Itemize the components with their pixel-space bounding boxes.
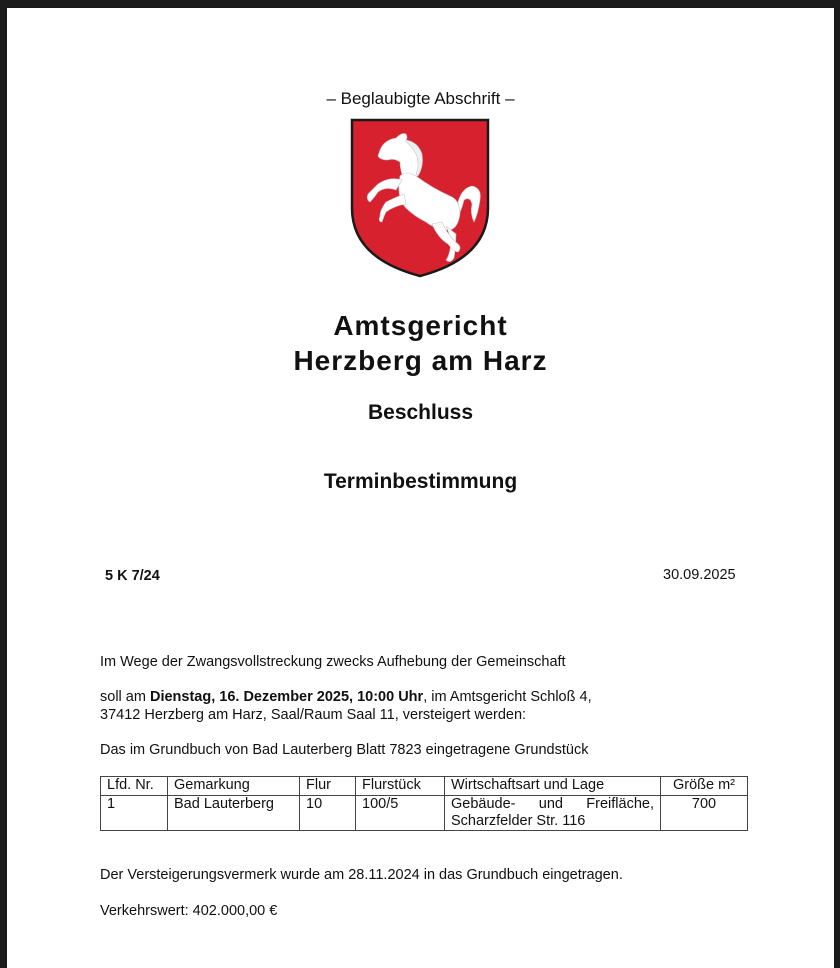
property-table	[100, 776, 748, 831]
lage-word-2: und	[538, 796, 563, 812]
lage-word-1: Gebäude-	[451, 796, 516, 812]
court-name-line1: Amtsgericht	[333, 310, 508, 341]
land-register-paragraph: Das im Grundbuch von Bad Lauterberg Blatt 7823 eingetragene Grundstück	[100, 742, 589, 758]
auction-note-paragraph: Der Versteigerungsvermerk wurde am 28.11.2024 in das Grundbuch eingetragen.	[100, 867, 623, 883]
appointment-datetime: Dienstag, 16. Dezember 2025, 10:00 Uhr	[149, 689, 424, 705]
lage-line1	[451, 796, 654, 813]
header-lfd-nr: Lfd. Nr.	[101, 777, 168, 796]
certified-copy-label: – Beglaubigte Abschrift –	[326, 89, 515, 108]
case-number: 5 K 7/24	[105, 568, 160, 584]
appointment-line1	[100, 688, 592, 706]
cell-flur: 10	[300, 796, 356, 831]
lage-word-3: Freifläche,	[586, 796, 654, 812]
header-wirtschaftsart: Wirtschaftsart und Lage	[445, 777, 661, 796]
header-flurstueck: Flurstück	[356, 777, 445, 796]
intro-paragraph: Im Wege der Zwangsvollstreckung zwecks Aufhebung der Gemeinschaft	[100, 654, 566, 670]
cell-lfd-nr: 1	[101, 796, 168, 831]
header-groesse: Größe m²	[661, 777, 748, 796]
lage-line2: Scharzfelder Str. 116	[451, 813, 586, 829]
appointment-paragraph	[100, 688, 592, 724]
header-flur: Flur	[300, 777, 356, 796]
decision-type: Beschluss	[367, 401, 474, 424]
table-row	[101, 796, 748, 831]
table-header-row	[101, 777, 748, 796]
header-gemarkung: Gemarkung	[168, 777, 300, 796]
appointment-prefix: soll am	[100, 689, 150, 705]
document-title: Terminbestimmung	[323, 470, 518, 493]
cell-flurstueck: 100/5	[356, 796, 445, 831]
appointment-location: , im Amtsgericht Schloß 4,	[423, 689, 592, 705]
court-name-line2: Herzberg am Harz	[293, 345, 548, 376]
document-date: 30.09.2025	[663, 567, 736, 583]
lower-saxony-coat-of-arms-icon	[350, 118, 490, 278]
document-page	[7, 8, 834, 968]
cell-groesse: 700	[661, 796, 748, 831]
market-value: Verkehrswert: 402.000,00 €	[100, 903, 278, 919]
appointment-line2: 37412 Herzberg am Harz, Saal/Raum Saal 11, versteigert werden:	[100, 707, 527, 723]
cell-gemarkung: Bad Lauterberg	[168, 796, 300, 831]
cell-wirtschaftsart	[445, 796, 661, 831]
